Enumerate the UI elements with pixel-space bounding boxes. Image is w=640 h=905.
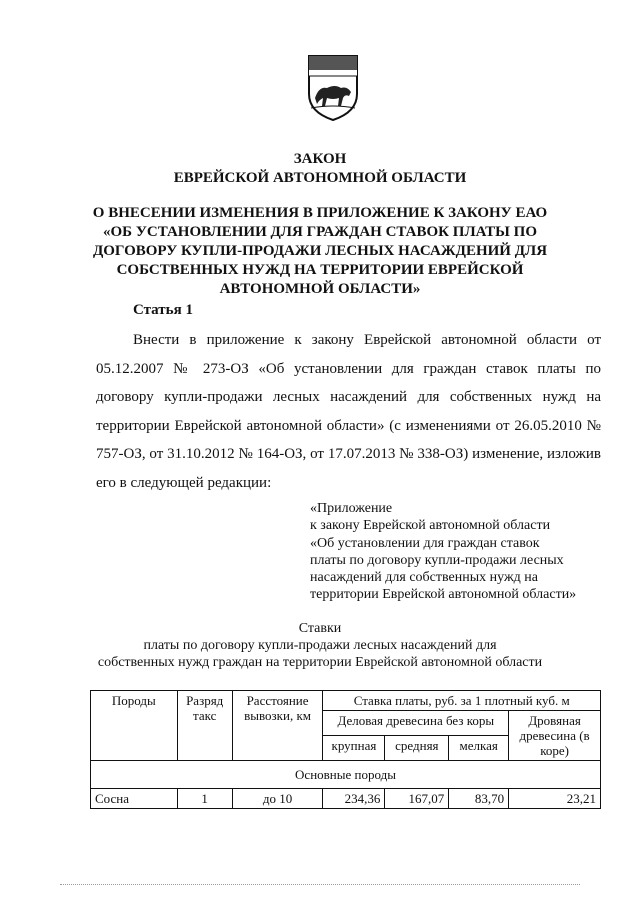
title-line: АВТОНОМНОЙ ОБЛАСТИ» (219, 281, 421, 297)
law-label: ЗАКОН (293, 151, 347, 167)
cell-medium: 167,07 (385, 789, 449, 809)
title-line: О ВНЕСЕНИИ ИЗМЕНЕНИЯ В ПРИЛОЖЕНИЕ К ЗАКОНУ ЕАО (92, 205, 548, 221)
rates-table (90, 690, 601, 809)
appendix-line: «Приложение (310, 501, 393, 516)
region-label: ЕВРЕЙСКОЙ АВТОНОМНОЙ ОБЛАСТИ (173, 170, 467, 186)
header-medium: средняя (385, 736, 449, 761)
cell-species: Сосна (91, 789, 178, 809)
title-line: «ОБ УСТАНОВЛЕНИИ ДЛЯ ГРАЖДАН СТАВОК ПЛАТЫ ПО (103, 224, 537, 240)
page-divider (60, 884, 580, 885)
header-firewood: Дровяная древесина (в коре) (509, 711, 601, 761)
cell-distance: до 10 (232, 789, 323, 809)
cell-grade: 1 (177, 789, 232, 809)
appendix-line: платы по договору купли-продажи лесных (310, 552, 564, 568)
header-distance: Расстояние вывозки, км (232, 691, 323, 761)
title-line: СОБСТВЕННЫХ НУЖД НА ТЕРРИТОРИИ ЕВРЕЙСКОЙ (116, 262, 524, 278)
table-row (91, 789, 601, 809)
header-small: мелкая (449, 736, 509, 761)
appendix-line: насаждений для собственных нужд на (310, 570, 538, 586)
article-text: Внести в приложение к закону Еврейской автономной области от 05.12.2007 № 273-ОЗ «Об установлении для граждан ставок платы по договору купли-продажи лесных насаждений для собственных нужд на территории Еврейской автономной области» (с изменениями от 26.05.2010 № 757-ОЗ, от 31.10.2012 № 164-ОЗ, от 17.07.2013 № 338-ОЗ) изменение, изложив его в следующей редакции: (96, 332, 601, 491)
law-heading (0, 150, 640, 188)
law-title (0, 204, 640, 299)
coat-of-arms-emblem (305, 50, 361, 122)
cell-firewood: 23,21 (509, 789, 601, 809)
header-rate: Ставка платы, руб. за 1 плотный куб. м (323, 691, 601, 711)
title-line: ДОГОВОРУ КУПЛИ-ПРОДАЖИ ЛЕСНЫХ НАСАЖДЕНИЙ ДЛЯ (92, 243, 548, 259)
cell-small: 83,70 (449, 789, 509, 809)
rates-heading (0, 620, 640, 671)
appendix-line: к закону Еврейской автономной области (310, 518, 551, 534)
header-grade: Разряд такс (177, 691, 232, 761)
rates-title: Ставки (298, 621, 342, 636)
appendix-line: «Об установлении для граждан ставок (310, 535, 540, 551)
cell-large: 234,36 (323, 789, 385, 809)
rates-subtitle: собственных нужд граждан на территории Еврейской автономной области (97, 655, 543, 670)
section-row: Основные породы (91, 761, 601, 789)
appendix-block (310, 500, 600, 604)
header-species: Породы (91, 691, 178, 761)
article-heading: Статья 1 (133, 302, 193, 318)
appendix-line: территории Еврейской автономной области» (310, 587, 577, 603)
header-business: Деловая древесина без коры (323, 711, 509, 736)
rates-subtitle: платы по договору купли-продажи лесных насаждений для (143, 638, 497, 653)
header-large: крупная (323, 736, 385, 761)
